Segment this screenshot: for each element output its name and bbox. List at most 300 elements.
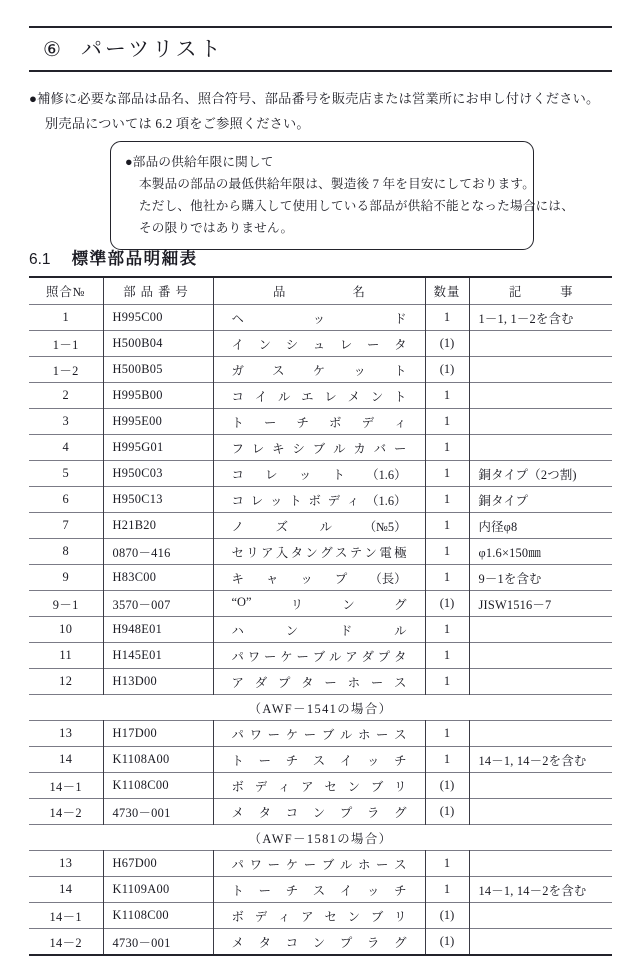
- cell-part-name: [213, 331, 425, 357]
- part-name-glyph: ャ: [265, 571, 279, 586]
- cell-part-no: H13D00: [103, 669, 213, 695]
- part-name-glyph: ブ: [312, 649, 326, 664]
- part-name-glyph: デ: [254, 909, 268, 924]
- cell-part-no: 4730－001: [103, 799, 213, 825]
- part-name-glyph: ン: [285, 623, 299, 638]
- cell-quantity: 1: [425, 669, 469, 695]
- part-name-glyph: リ: [246, 545, 259, 560]
- part-name-glyph: キ: [272, 441, 285, 456]
- table-row: [29, 747, 612, 773]
- part-name-glyphs: [214, 673, 425, 691]
- part-name-glyph: コ: [285, 935, 299, 950]
- part-name-glyph: チ: [394, 753, 407, 768]
- cell-quantity: (1): [425, 331, 469, 357]
- part-name-glyph: ト: [394, 363, 407, 378]
- header-remarks: [469, 277, 612, 305]
- part-name-glyphs: [214, 621, 425, 639]
- cell-ref-no: 14－2: [29, 799, 103, 825]
- cell-ref-no: 1: [29, 305, 103, 331]
- part-name-glyph: ト: [289, 493, 302, 508]
- group-row-awf-1581: [29, 825, 612, 851]
- part-name-glyph: リ: [394, 779, 407, 794]
- cell-part-no: K1108C00: [103, 773, 213, 799]
- cell-remarks: 銅タイプ（2つ割): [469, 461, 612, 487]
- table-row: [29, 903, 612, 929]
- cell-quantity: 1: [425, 513, 469, 539]
- cell-quantity: (1): [425, 929, 469, 956]
- cell-part-name: [213, 565, 425, 591]
- cell-remarks: 内径φ8: [469, 513, 612, 539]
- table-row: [29, 357, 612, 383]
- part-name-glyph: “O”: [231, 594, 252, 609]
- cell-part-name: [213, 877, 425, 903]
- part-name-glyph: メ: [231, 935, 244, 950]
- header-part-name-label-right: 名: [352, 285, 365, 299]
- cell-quantity: 1: [425, 305, 469, 331]
- cell-part-name: [213, 799, 425, 825]
- cell-ref-no: 6: [29, 487, 103, 513]
- cell-remarks: [469, 617, 612, 643]
- cell-part-no: H21B20: [103, 513, 213, 539]
- table-row: [29, 305, 612, 331]
- cell-part-no: H67D00: [103, 851, 213, 877]
- supply-period-note-box: [110, 141, 574, 250]
- cell-remarks: 1－1, 1－2を含む: [469, 305, 612, 331]
- cell-ref-no: 2: [29, 383, 103, 409]
- part-name-glyph: ッ: [300, 571, 313, 586]
- part-name-glyph: タ: [258, 805, 271, 820]
- header-ref-no: [29, 277, 103, 305]
- part-name-glyph: ア: [345, 649, 358, 664]
- cell-quantity: 1: [425, 851, 469, 877]
- part-name-glyphs: [214, 881, 425, 899]
- part-name-glyph: ン: [370, 389, 384, 404]
- part-name-glyph: ホ: [357, 727, 371, 742]
- subsection-number: 6.1: [29, 251, 51, 268]
- cell-part-name: [213, 721, 425, 747]
- part-name-glyph: ケ: [280, 649, 293, 664]
- part-name-glyph: ス: [312, 883, 326, 898]
- part-name-glyph: ワ: [249, 727, 262, 742]
- cell-quantity: 1: [425, 461, 469, 487]
- part-name-glyph: ブ: [321, 857, 335, 872]
- part-name-glyph: イ: [339, 753, 353, 768]
- part-name-glyphs: [214, 491, 425, 509]
- part-name-glyph: チ: [285, 883, 299, 898]
- cell-part-no: H950C03: [103, 461, 213, 487]
- cell-part-name: [213, 617, 425, 643]
- part-name-glyph: グ: [394, 935, 407, 950]
- part-name-glyphs: [214, 933, 425, 951]
- part-name-glyph: ッ: [312, 311, 326, 326]
- cell-part-name: [213, 383, 425, 409]
- part-name-glyph: ー: [267, 727, 281, 742]
- part-name-glyph: ス: [394, 727, 407, 742]
- cell-quantity: (1): [425, 591, 469, 617]
- part-name-glyph: レ: [324, 389, 337, 404]
- part-name-glyph: プ: [377, 649, 391, 664]
- cell-remarks: [469, 383, 612, 409]
- part-name-glyph: ケ: [285, 727, 299, 742]
- cell-quantity: (1): [425, 903, 469, 929]
- cell-remarks: [469, 929, 612, 956]
- part-name-glyph: プ: [277, 675, 291, 690]
- part-name-glyph: ー: [376, 727, 389, 742]
- cell-quantity: (1): [425, 799, 469, 825]
- cell-part-no: H995G01: [103, 435, 213, 461]
- part-name-glyph: タ: [301, 675, 314, 690]
- table-row: [29, 929, 612, 956]
- table-row: [29, 773, 612, 799]
- cell-part-no: H500B04: [103, 331, 213, 357]
- cell-ref-no: 9: [29, 565, 103, 591]
- page-title: [29, 28, 612, 70]
- part-name-glyph: ル: [333, 441, 346, 456]
- part-name-glyph: ッ: [353, 363, 366, 378]
- part-name-glyph: ボ: [308, 493, 321, 508]
- cell-part-no: H500B05: [103, 357, 213, 383]
- note-line-1: 本製品の部品の最低供給年限は、製造後 7 年を目安にしております。: [139, 177, 535, 192]
- table-row: [29, 409, 612, 435]
- part-name-glyph: ド: [394, 311, 407, 326]
- part-name-glyph: ボ: [231, 909, 244, 924]
- part-name-glyph: ハ: [231, 623, 244, 638]
- part-name-glyph: レ: [250, 493, 264, 508]
- part-name-glyph: パ: [231, 727, 244, 742]
- cell-ref-no: 5: [29, 461, 103, 487]
- table-row: [29, 565, 612, 591]
- cell-quantity: (1): [425, 773, 469, 799]
- cell-remarks: JISW1516－7: [469, 591, 612, 617]
- cell-ref-no: 9－1: [29, 591, 103, 617]
- part-name-glyph: （№5）: [363, 519, 407, 534]
- part-name-glyphs: [214, 413, 425, 431]
- cell-part-name: [213, 409, 425, 435]
- cell-ref-no: 13: [29, 851, 103, 877]
- standard-parts-table: [29, 276, 612, 956]
- header-quantity-label: 数量: [433, 285, 461, 299]
- part-name-glyph: ッ: [366, 753, 380, 768]
- subsection-heading: [29, 245, 198, 269]
- part-name-glyph: ッ: [366, 883, 380, 898]
- cell-part-name: [213, 669, 425, 695]
- part-name-glyphs: [214, 387, 425, 405]
- table-row: [29, 721, 612, 747]
- part-name-glyph: ワ: [249, 857, 262, 872]
- table-row: [29, 487, 612, 513]
- cell-quantity: 1: [425, 409, 469, 435]
- part-name-glyph: ア: [301, 779, 314, 794]
- cell-remarks: 9－1を含む: [469, 565, 612, 591]
- header-part-name-label-left: 品: [273, 285, 286, 299]
- cell-ref-no: 4: [29, 435, 103, 461]
- part-name-glyph: シ: [292, 441, 305, 456]
- part-name-glyph: フ: [231, 441, 244, 456]
- table-row: [29, 435, 612, 461]
- part-name-glyph: コ: [231, 467, 244, 482]
- cell-ref-no: 13: [29, 721, 103, 747]
- cell-remarks: [469, 643, 612, 669]
- note-line-3: その限りではありません。: [139, 221, 294, 236]
- part-name-glyph: ボ: [329, 415, 342, 430]
- note-heading: ●部品の供給年限に関して: [125, 155, 274, 169]
- part-name-glyph: ル: [339, 857, 353, 872]
- group-row-awf-1541: [29, 695, 612, 721]
- cell-quantity: 1: [425, 565, 469, 591]
- part-name-glyph: ュ: [312, 337, 326, 352]
- cell-ref-no: 12: [29, 669, 103, 695]
- part-name-glyphs: [214, 907, 425, 925]
- part-name-glyph: チ: [296, 415, 309, 430]
- part-name-glyph: メ: [231, 805, 244, 820]
- cell-part-name: [213, 487, 425, 513]
- cell-ref-no: 3: [29, 409, 103, 435]
- cell-part-no: H995E00: [103, 409, 213, 435]
- cell-remarks: 14－1, 14－2を含む: [469, 747, 612, 773]
- part-name-glyphs: [214, 569, 425, 587]
- cell-quantity: 1: [425, 721, 469, 747]
- part-name-glyph: ズ: [275, 519, 288, 534]
- part-name-glyph: セ: [324, 909, 337, 924]
- part-name-glyph: チ: [285, 753, 299, 768]
- part-name-glyphs: [214, 751, 425, 769]
- cell-remarks: [469, 669, 612, 695]
- part-name-glyph: タ: [394, 649, 407, 664]
- part-name-glyph: ラ: [366, 935, 380, 950]
- part-name-glyphs: [214, 595, 425, 613]
- cell-remarks: [469, 799, 612, 825]
- cell-ref-no: 8: [29, 539, 103, 565]
- cell-ref-no: 14－1: [29, 773, 103, 799]
- part-name-glyph: ブ: [370, 779, 384, 794]
- part-name-glyphs: [214, 517, 425, 535]
- part-name-glyph: ィ: [346, 493, 360, 508]
- cell-part-no: H995B00: [103, 383, 213, 409]
- cell-part-name: [213, 903, 425, 929]
- part-name-glyphs: [214, 777, 425, 795]
- header-remarks-label-right: 事: [560, 285, 573, 299]
- table-row: [29, 539, 612, 565]
- part-name-glyph: コ: [231, 493, 244, 508]
- intro-line-2: 別売品については 6.2 項をご参照ください。: [45, 116, 310, 132]
- part-name-glyph: ト: [231, 753, 244, 768]
- part-name-glyph: ス: [394, 675, 407, 690]
- part-name-glyph: ブ: [370, 909, 384, 924]
- part-name-glyph: ー: [267, 857, 281, 872]
- part-name-glyph: ー: [303, 727, 317, 742]
- part-name-glyph: ル: [329, 649, 342, 664]
- table-header-row: [29, 277, 612, 305]
- part-name-glyph: ン: [258, 337, 271, 352]
- cell-part-name: [213, 513, 425, 539]
- note-line-2: ただし、他社から購入して使用している部品が供給不能となった場合には、: [139, 199, 574, 214]
- cell-remarks: 14－1, 14－2を含む: [469, 877, 612, 903]
- cell-remarks: [469, 903, 612, 929]
- part-name-glyph: ブ: [321, 727, 335, 742]
- cell-part-name: [213, 591, 425, 617]
- part-name-glyph: ン: [364, 545, 377, 560]
- part-name-glyph: エ: [301, 389, 314, 404]
- group-label: （AWF－1581の場合）: [29, 825, 612, 851]
- part-name-glyph: リ: [394, 909, 407, 924]
- part-name-glyph: コ: [285, 805, 299, 820]
- cell-part-no: K1108A00: [103, 747, 213, 773]
- table-row: [29, 851, 612, 877]
- header-remarks-label-left: 記: [508, 285, 522, 299]
- part-name-glyph: バ: [373, 441, 387, 456]
- part-name-glyph: キ: [231, 571, 244, 586]
- part-name-glyph: ワ: [247, 649, 261, 664]
- cell-remarks: [469, 435, 612, 461]
- part-name-glyph: ア: [301, 909, 314, 924]
- cell-remarks: φ1.6×150㎜: [469, 539, 612, 565]
- section-title: パーツリスト: [80, 38, 224, 61]
- part-name-glyph: セ: [231, 545, 244, 560]
- cell-ref-no: 1－1: [29, 331, 103, 357]
- cell-ref-no: 14－2: [29, 929, 103, 956]
- cell-remarks: 銅タイプ: [469, 487, 612, 513]
- intro-line-1: ●補修に必要な部品は品名、照合符号、部品番号を販売店または営業所にお申し付けください。: [29, 91, 600, 106]
- cell-ref-no: 7: [29, 513, 103, 539]
- table-row: [29, 799, 612, 825]
- cell-part-no: H145E01: [103, 643, 213, 669]
- part-name-glyph: イ: [339, 883, 353, 898]
- part-name-glyph: ス: [272, 363, 285, 378]
- part-name-glyphs: [214, 335, 425, 353]
- part-name-glyph: ノ: [231, 519, 244, 534]
- part-name-glyph: ン: [347, 909, 360, 924]
- part-name-glyph: ダ: [254, 675, 268, 690]
- part-name-glyph: （長）: [369, 571, 407, 586]
- part-name-glyphs: [214, 465, 425, 483]
- section-number: ⑥: [43, 39, 61, 61]
- part-name-glyph: デ: [254, 779, 268, 794]
- cell-quantity: 1: [425, 487, 469, 513]
- cell-remarks: [469, 357, 612, 383]
- header-part-no-label: 部品番号: [123, 285, 193, 299]
- part-name-glyph: タ: [394, 337, 407, 352]
- part-name-glyph: 極: [394, 545, 407, 560]
- part-name-glyph: ー: [264, 649, 277, 664]
- part-name-glyph: ア: [231, 675, 244, 690]
- part-name-glyph: ラ: [366, 805, 380, 820]
- part-name-glyph: ィ: [394, 415, 407, 430]
- cell-part-no: K1108C00: [103, 903, 213, 929]
- title-rule-bottom: [29, 70, 612, 72]
- part-name-glyph: ー: [394, 441, 407, 456]
- part-name-glyph: コ: [231, 389, 244, 404]
- part-name-glyph: プ: [339, 935, 353, 950]
- part-name-glyph: グ: [394, 597, 407, 612]
- part-name-glyph: プ: [334, 571, 348, 586]
- cell-part-no: 0870－416: [103, 539, 213, 565]
- part-name-glyph: パ: [231, 857, 244, 872]
- part-name-glyph: ホ: [357, 857, 371, 872]
- part-name-glyph: セ: [324, 779, 337, 794]
- cell-ref-no: 11: [29, 643, 103, 669]
- table-row: [29, 877, 612, 903]
- cell-ref-no: 1－2: [29, 357, 103, 383]
- part-name-glyphs: [214, 725, 425, 743]
- cell-quantity: 1: [425, 383, 469, 409]
- part-name-glyph: ン: [312, 805, 326, 820]
- cell-part-name: [213, 435, 425, 461]
- part-name-glyphs: [214, 361, 425, 379]
- part-name-glyph: イ: [254, 389, 268, 404]
- part-name-glyph: ケ: [312, 363, 326, 378]
- cell-part-name: [213, 747, 425, 773]
- cell-part-no: H948E01: [103, 617, 213, 643]
- part-name-glyphs: [214, 543, 425, 561]
- part-name-glyph: イ: [231, 337, 244, 352]
- cell-part-no: 3570－007: [103, 591, 213, 617]
- part-name-glyph: グ: [320, 545, 333, 560]
- part-name-glyph: ー: [258, 883, 271, 898]
- part-name-glyph: ガ: [231, 363, 244, 378]
- part-name-glyphs: [214, 309, 425, 327]
- part-name-glyph: ル: [394, 623, 407, 638]
- table-row: [29, 383, 612, 409]
- part-name-glyph: レ: [339, 337, 353, 352]
- part-name-glyph: ヘ: [231, 311, 244, 326]
- part-name-glyph: ィ: [277, 909, 291, 924]
- table-row: [29, 643, 612, 669]
- part-name-glyph: ル: [339, 727, 353, 742]
- part-name-glyph: ー: [366, 337, 380, 352]
- cell-ref-no: 10: [29, 617, 103, 643]
- part-name-glyph: 電: [379, 545, 392, 560]
- header-ref-no-label: 照合№: [45, 285, 86, 299]
- part-name-glyph: ル: [319, 519, 333, 534]
- header-part-no: [103, 277, 213, 305]
- subsection-title: 標準部品明細表: [71, 250, 198, 268]
- cell-ref-no: 14－1: [29, 903, 103, 929]
- table-row: [29, 461, 612, 487]
- part-name-glyph: ス: [334, 545, 348, 560]
- part-name-glyph: ー: [324, 675, 337, 690]
- part-name-glyph: ッ: [298, 467, 312, 482]
- intro-paragraph: [29, 86, 619, 136]
- cell-ref-no: 14: [29, 877, 103, 903]
- cell-remarks: [469, 721, 612, 747]
- part-name-glyph: ト: [231, 883, 244, 898]
- cell-part-name: [213, 539, 425, 565]
- part-name-glyph: デ: [327, 493, 341, 508]
- table-row: [29, 669, 612, 695]
- part-name-glyph: リ: [290, 597, 304, 612]
- cell-ref-no: 14: [29, 747, 103, 773]
- part-name-glyph: プ: [339, 805, 353, 820]
- part-name-glyph: ダ: [361, 649, 374, 664]
- cell-part-name: [213, 643, 425, 669]
- cell-part-no: 4730－001: [103, 929, 213, 956]
- part-name-glyph: レ: [251, 441, 265, 456]
- cell-remarks: [469, 851, 612, 877]
- part-name-glyph: ン: [342, 597, 355, 612]
- cell-quantity: 1: [425, 747, 469, 773]
- table-row: [29, 513, 612, 539]
- part-name-glyph: ボ: [231, 779, 244, 794]
- part-name-glyph: パ: [231, 649, 244, 664]
- part-name-glyph: ッ: [269, 493, 283, 508]
- part-name-glyph: カ: [353, 441, 366, 456]
- part-name-glyph: ド: [339, 623, 353, 638]
- table-row: [29, 617, 612, 643]
- part-name-glyph: シ: [285, 337, 299, 352]
- page-title-block: [29, 26, 612, 72]
- part-name-glyph: ケ: [285, 857, 299, 872]
- part-name-glyph: 入: [275, 545, 289, 560]
